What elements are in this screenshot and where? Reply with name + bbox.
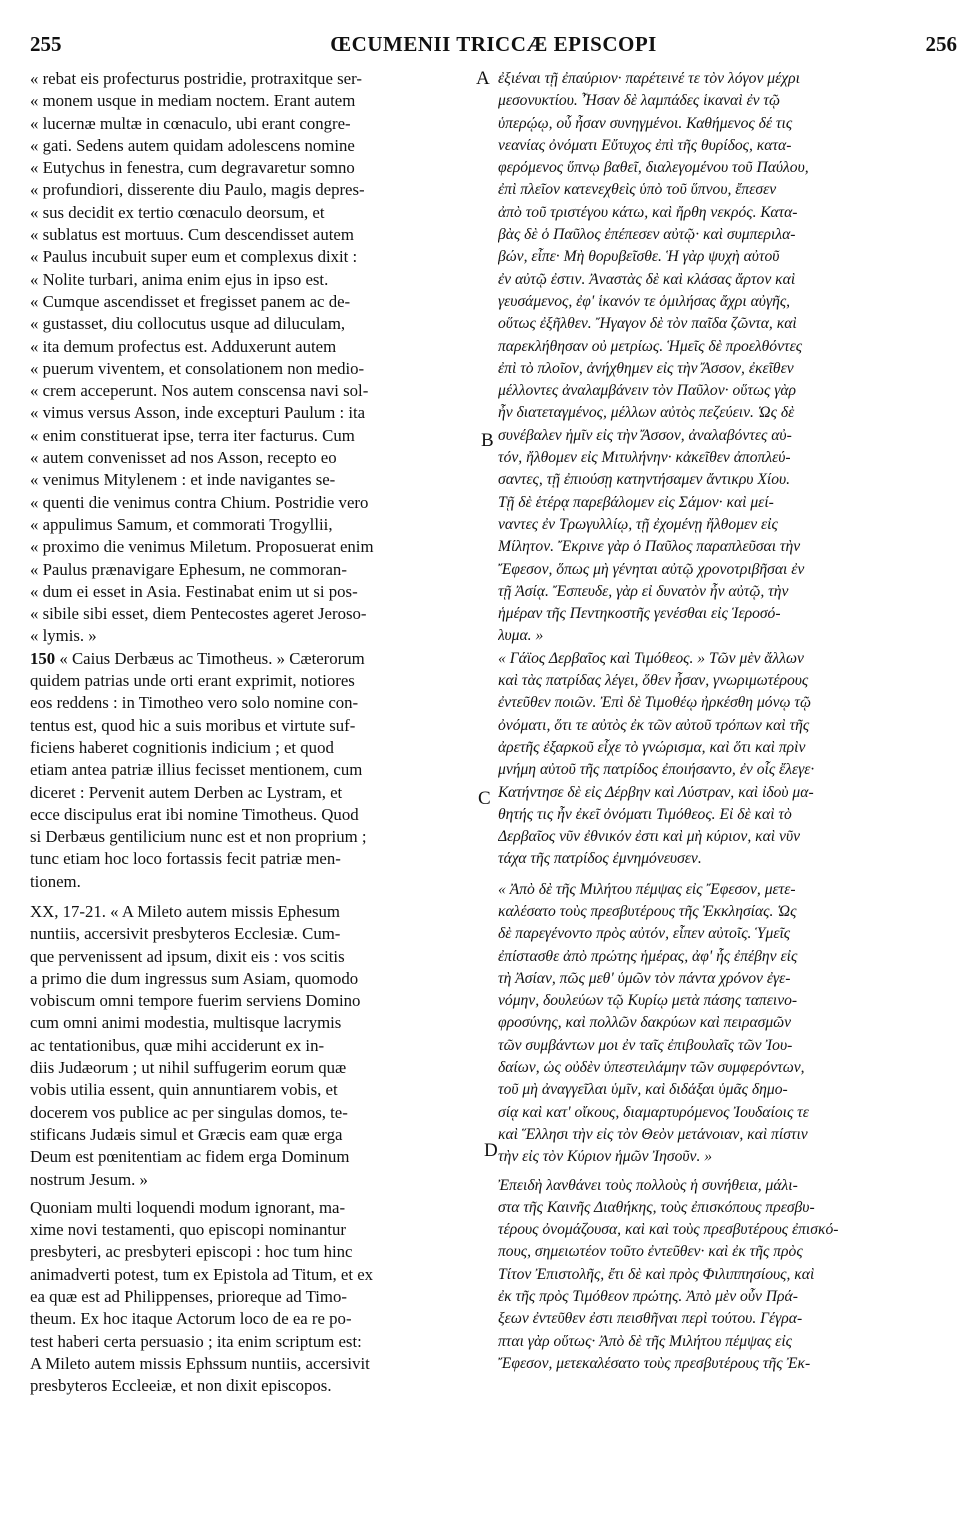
text-line: animadverti potest, tum ex Epistola ad Titum, et ex	[30, 1264, 374, 1284]
text-line: ξεων ἐντεῦθεν ἐστι πεισθῆναι περὶ τούτου. Γέγρα-	[498, 1310, 803, 1328]
text-line: cum omni animi modestia, multisque lacrymis	[30, 1013, 342, 1033]
margin-letter-b: B	[481, 430, 494, 451]
text-line: tentus est, quod hic a suis moribus et virtute suf-	[30, 715, 356, 735]
margin-letter-c: C	[478, 788, 491, 809]
text-line: « gati. Sedens autem quidam adolescens nomine	[30, 135, 355, 155]
text-line: δὲ παρεγένοντο πρὸς αὐτόν, εἶπεν αὐτοῖς. Ὑμεῖς	[498, 925, 791, 943]
text-line: « monem usque in mediam noctem. Erant autem	[30, 91, 356, 111]
latin-commentary	[30, 1197, 482, 1398]
text-line: xime novi testamenti, quo episcopi nominantur	[30, 1220, 346, 1240]
text-line: ea quæ est ad Philippenses, prioreque ad Timo-	[30, 1287, 347, 1307]
text-line: « ita demum profectus est. Adduxerunt autem	[30, 336, 337, 356]
text-line: ac tentationibus, quæ mihi acciderunt ex in-	[30, 1035, 325, 1055]
section-first-line: « Caius Derbæus ac Timotheus. » Cæterorum	[59, 648, 365, 668]
text-line: « dum ei esset in Asia. Festinabat enim ut si pos-	[30, 581, 358, 601]
text-line: « crem acceperunt. Nos autem conscensa navi sol-	[30, 381, 369, 401]
page-number-left: 255	[30, 32, 62, 56]
running-title: ŒCUMENII TRICCÆ EPISCOPI	[330, 32, 657, 56]
text-line: « venimus Mitylenem : et inde navigantes se-	[30, 470, 336, 490]
text-line: μεσονυκτίου. Ἦσαν δὲ λαμπάδες ἱκαναὶ ἐν τῷ	[498, 92, 781, 110]
text-line: νόμην, δουλεύων τῷ Κυρίῳ μετὰ πάσης ταπεινο-	[498, 992, 798, 1010]
greek-quote-acts-20	[498, 68, 960, 648]
running-header	[30, 32, 957, 60]
text-line: πους, σημειωτέον τοῦτο ἐντεῦθεν· καὶ ἐκ τῆς πρὸς	[498, 1243, 803, 1261]
text-line: σίᾳ καὶ κατ' οἴκους, διαμαρτυρόμενος Ἰουδαίοις τε	[498, 1103, 809, 1121]
text-line: a primo die dum ingressus sum Asiam, quomodo	[30, 968, 359, 988]
text-line: quidem patrias unde orti erant exprimit, notiores	[30, 671, 355, 691]
text-line: ἦν διατεταγμένος, μέλλων αὐτὸς πεζεύειν. Ὡς δὲ	[498, 404, 795, 422]
text-line: Κατήντησε δὲ εἰς Δέρβην καὶ Λύστραν, καὶ ἰδοὺ μα-	[498, 783, 814, 801]
text-line: « Ἀπὸ δὲ τῆς Μιλήτου πέμψας εἰς Ἔφεσον, μετε-	[498, 880, 796, 898]
text-line: Τίτον Ἐπιστολῆς, ἔτι δὲ καὶ πρὸς Φιλιππησίους, καὶ	[498, 1265, 815, 1283]
greek-column	[498, 68, 960, 1375]
text-line: συνέβαλεν ἡμῖν εἰς τὴν Ἄσσον, ἀναλαβόντες αὐ-	[498, 426, 792, 444]
text-line: Ἔφεσον, μετεκαλέσατο τοὺς πρεσβυτέρους τῆς Ἐκ-	[498, 1354, 811, 1372]
text-line: « Eutychus in fenestra, cum degravaretur somno	[30, 158, 355, 178]
text-line: vobiscum omni tempore fuerim serviens Domino	[30, 991, 361, 1011]
latin-quote-acts-20	[30, 68, 482, 648]
text-line: Δερβαῖος νῦν ἐθνικόν ἐστι καὶ μὴ κύριον, καὶ νῦν	[498, 828, 801, 846]
greek-quote-acts-20-17	[498, 879, 960, 1169]
text-line: nuntiis, accersivit presbyteros Ecclesiæ. Cum-	[30, 924, 341, 944]
latin-section-heading	[30, 648, 482, 670]
text-line: si Derbæus gentilicium nunc est et non proprium ;	[30, 827, 367, 847]
text-line: τόν, ἤλθομεν εἰς Μιτυλήνην· κἀκεῖθεν ἀποπλεύ-	[498, 449, 791, 467]
text-line: ἐξιέναι τῇ ἐπαύριον· παρέτεινέ τε τὸν λόγον μέχρι	[498, 70, 800, 87]
text-line: βών, εἶπε· Μὴ θορυβεῖσθε. Ἡ γὰρ ψυχὴ αὐτοῦ	[498, 248, 780, 266]
section-number: 150	[30, 648, 56, 668]
text-line: Ἔφεσον, ὅπως μὴ γένηται αὐτῷ χρονοτριβῆσαι ἐν	[498, 560, 805, 578]
text-line: βὰς δὲ ὁ Παῦλος ἐπέπεσεν αὐτῷ· καὶ συμπεριλα-	[498, 226, 796, 244]
text-line: docerem vos publice ac per singulas domos, te-	[30, 1102, 348, 1122]
text-line: δαίων, ὡς οὐδὲν ὑπεστειλάμην τῶν συμφερόντων,	[498, 1059, 805, 1077]
text-line: « Paulus incubuit super eum et complexus dixit :	[30, 247, 358, 267]
text-line: πται γὰρ οὕτως· Ἀπὸ δὲ τῆς Μιλήτου πέμψας εἰς	[498, 1332, 792, 1350]
text-line: τὴ Ἀσίαν, πῶς μεθ' ὑμῶν τὸν πάντα χρόνον ἐγε-	[498, 969, 791, 987]
text-line: θητής τις ἦν ἐκεῖ ὀνόματι Τιμόθεος. Εἰ δὲ καὶ τὸ	[498, 805, 792, 823]
text-line: « sus decidit ex tertio cœnaculo deorsum, et	[30, 202, 325, 222]
text-line: « Paulus prænavigare Ephesum, ne commoran-	[30, 559, 347, 579]
text-line: ἐκ τῆς πρὸς Τιμόθεον πρώτης. Ἀπὸ μὲν οὖν Πρά-	[498, 1288, 798, 1306]
text-line: « sublatus est mortuus. Cum descendisset autem	[30, 225, 354, 245]
text-line: τὴν εἰς τὸν Κύριον ἡμῶν Ἰησοῦν. »	[498, 1148, 713, 1166]
text-line: A Mileto autem missis Ephssum nuntiis, accersivit	[30, 1353, 370, 1373]
text-line: ὀνόματι, ὅτι τε αὐτὸς ἐκ τῶν αὐτοῦ τρόπων καὶ τῆς	[498, 716, 810, 734]
margin-letter-d: D	[484, 1140, 498, 1161]
text-line: Deum est pœnitentiam ac fidem erga Dominum	[30, 1147, 350, 1167]
text-line: καὶ τὰς πατρίδας λέγει, ὅθεν ἦσαν, γνωριμωτέρους	[498, 672, 809, 690]
text-line: τάχα τῆς πατρίδος ἐμνημόνευσεν.	[498, 850, 702, 868]
text-line: ἐπίστασθε ἀπὸ πρώτης ἡμέρας, ἀφ' ἧς ἐπέβην εἰς	[498, 947, 798, 965]
text-line: « puerum viventem, et consolationem non medio-	[30, 358, 365, 378]
text-line: « lucernæ multæ in cœnaculo, ubi erant congre-	[30, 113, 351, 133]
text-line: λυμα. »	[498, 627, 544, 645]
text-line: presbyteros Eccleeiæ, et non dixit episcopos.	[30, 1376, 332, 1396]
text-line: « enim constituerat ipse, terra iter facturus. Cum	[30, 425, 355, 445]
text-line: ἐντεῦθεν ποιῶν. Ἐπὶ δὲ Τιμοθέῳ ἠρκέσθη μόνῳ τῷ	[498, 694, 811, 712]
text-line: ναντες ἐν Τρωγυλλίῳ, τῇ ἐχομένῃ ἤλθομεν εἰς	[498, 515, 778, 533]
text-line: tunc etiam hoc loco fortassis fecit patriæ men-	[30, 849, 341, 869]
text-line: diis Judæorum ; ut nihil suffugerim eorum quæ	[30, 1058, 347, 1078]
text-line: στα τῆς Καινῆς Διαθήκης, τοὺς ἐπισκόπους πρεσβυ-	[498, 1198, 815, 1216]
text-line: ἐν αὐτῷ ἐστιν. Ἀναστὰς δὲ καὶ κλάσας ἄρτον καὶ	[498, 270, 796, 288]
text-line: ἡμέραν τῆς Πεντηκοστῆς γενέσθαι εἰς Ἱεροσό-	[498, 605, 781, 623]
text-line: « vimus versus Asson, inde excepturi Paulum : ita	[30, 403, 366, 423]
text-line: « lymis. »	[30, 626, 97, 646]
text-line: « autem convenisset ad nos Asson, recepto eo	[30, 448, 337, 468]
text-line: etiam antea patriæ illius fecisset mentionem, cum	[30, 760, 363, 780]
page-number-right: 256	[925, 32, 957, 56]
text-line: stificans Judæis simul et Græcis eam quæ erga	[30, 1124, 343, 1144]
text-line: γευσάμενος, ἐφ' ἱκανόν τε ὁμιλήσας ἄχρι αὐγῆς,	[498, 292, 791, 310]
text-line: « proximo die venimus Miletum. Proposuerat enim	[30, 537, 374, 557]
margin-letter-a: A	[476, 68, 490, 89]
text-line: « sibile sibi esset, diem Pentecostes ageret Jeroso-	[30, 604, 367, 624]
text-line: Τῇ δὲ ἑτέρᾳ παρεβάλομεν εἰς Σάμον· καὶ μεί-	[498, 493, 774, 511]
text-line: eos reddens : in Timotheo vero solo nomine con-	[30, 693, 359, 713]
text-line: « rebat eis profecturus postridie, protraxitque ser-	[30, 69, 362, 88]
text-line: ὑπερῴῳ, οὗ ἦσαν συνηγμένοι. Καθήμενος δέ τις	[498, 114, 793, 132]
text-line: ἀρετῆς ἐξαρκοῦ εἶχε τὸ γνώρισμα, καὶ ὅτι καὶ πρὶν	[498, 738, 806, 756]
text-line: Μίλητον. Ἔκρινε γὰρ ὁ Παῦλος παραπλεῦσαι τὴν	[498, 538, 801, 556]
text-line: Ἐπειδὴ λανθάνει τοὺς πολλοὺς ἡ συνήθεια, μάλι-	[498, 1176, 798, 1194]
text-line: nostrum Jesum. »	[30, 1169, 148, 1189]
text-line: « profundiori, disserente diu Paulo, magis depres-	[30, 180, 365, 200]
text-line: τοῦ μὴ ἀναγγεῖλαι ὑμῖν, καὶ διδάξαι ὑμᾶς δημο-	[498, 1081, 788, 1099]
text-line: ecce discipulus erat ibi nomine Timotheus. Quod	[30, 804, 359, 824]
text-line: « Γάϊος Δερβαῖος καὶ Τιμόθεος. » Τῶν μὲν ἄλλων	[498, 649, 804, 667]
text-line: καλέσατο τοὺς πρεσβυτέρους τῆς Ἐκκλησίας. Ὡς	[498, 902, 797, 920]
greek-section-150	[498, 648, 960, 871]
latin-quote-acts-20-17	[30, 901, 482, 1191]
text-line: ficiens haberet cognitionis indicium ; et quod	[30, 737, 334, 757]
text-line: diceret : Pervenit autem Derben ac Lystram, et	[30, 782, 343, 802]
text-line: σαντες, τῇ ἐπιούσῃ κατηντήσαμεν ἄντικρυ Χίου.	[498, 471, 791, 489]
text-line: theum. Ex hoc itaque Actorum loco de ea re po-	[30, 1309, 352, 1329]
text-line: XX, 17-21. « A Mileto autem missis Ephesum	[30, 901, 340, 921]
text-line: vobis utilia essent, quin annuntiarem vobis, et	[30, 1080, 338, 1100]
latin-column	[30, 68, 482, 1398]
text-line: « gustasset, diu collocutus usque ad diluculam,	[30, 314, 346, 334]
text-line: ἐπὶ πλεῖον κατενεχθεὶς ὑπὸ τοῦ ὕπνου, ἔπεσεν	[498, 181, 777, 199]
text-line: tionem.	[30, 871, 81, 891]
text-line: test haberi certa persuasio ; ita enim scriptum est:	[30, 1331, 362, 1351]
text-line: παρεκλήθησαν οὐ μετρίως. Ἡμεῖς δὲ προελθόντες	[498, 337, 803, 355]
text-line: μνήμη αὐτοῦ τῆς πατρίδος ἐποιήσαντο, ἐν οἷς ἔλεγε·	[498, 761, 815, 779]
text-line: τῶν συμβάντων μοι ἐν ταῖς ἐπιβουλαῖς τῶν Ἰου-	[498, 1036, 793, 1054]
text-line: φροσύνης, καὶ πολλῶν δακρύων καὶ πειρασμῶν	[498, 1014, 792, 1032]
text-line: καὶ Ἕλλησι τὴν εἰς τὸν Θεὸν μετάνοιαν, καὶ πίστιν	[498, 1125, 808, 1143]
text-line: τέρους ὀνομάζουσα, καὶ καὶ τοὺς πρεσβυτέρους ἐπισκό-	[498, 1221, 839, 1239]
text-line: « quenti die venimus contra Chium. Postridie vero	[30, 492, 369, 512]
text-line: οὕτως ἐξῆλθεν. Ἤγαγον δὲ τὸν παῖδα ζῶντα, καὶ	[498, 315, 797, 333]
text-line: ἀπὸ τοῦ τριστέγου κάτω, καὶ ἤρθη νεκρός. Κατα-	[498, 203, 798, 221]
text-line: Quoniam multi loquendi modum ignorant, ma-	[30, 1197, 346, 1217]
text-line: « appulimus Samum, et commorati Trogyllii,	[30, 514, 333, 534]
text-line: νεανίας ὀνόματι Εὔτυχος ἐπὶ τῆς θυρίδος, κατα-	[498, 136, 792, 154]
text-line: presbyteri, ac presbyteri episcopi : hoc tum hinc	[30, 1242, 353, 1262]
text-line: que pervenissent ad ipsum, dixit eis : vos scitis	[30, 946, 345, 966]
text-line: φερόμενος ὕπνῳ βαθεῖ, διαλεγομένου τοῦ Παύλου,	[498, 159, 809, 177]
text-line: μέλλοντες ἀναλαμβάνειν τὸν Παῦλον· οὕτως γὰρ	[498, 382, 797, 400]
greek-commentary	[498, 1175, 960, 1376]
text-line: « Nolite turbari, anima enim ejus in ipso est.	[30, 269, 329, 289]
text-line: τῇ Ἀσίᾳ. Ἔσπευδε, γὰρ εἰ δυνατὸν ἦν αὐτῷ, τὴν	[498, 582, 789, 600]
text-line: ἐπὶ τὸ πλοῖον, ἀνήχθημεν εἰς τὴν Ἄσσον, ἐκεῖθεν	[498, 359, 794, 377]
latin-section-150	[30, 670, 482, 893]
text-line: « Cumque ascendisset et fregisset panem ac de-	[30, 291, 351, 311]
